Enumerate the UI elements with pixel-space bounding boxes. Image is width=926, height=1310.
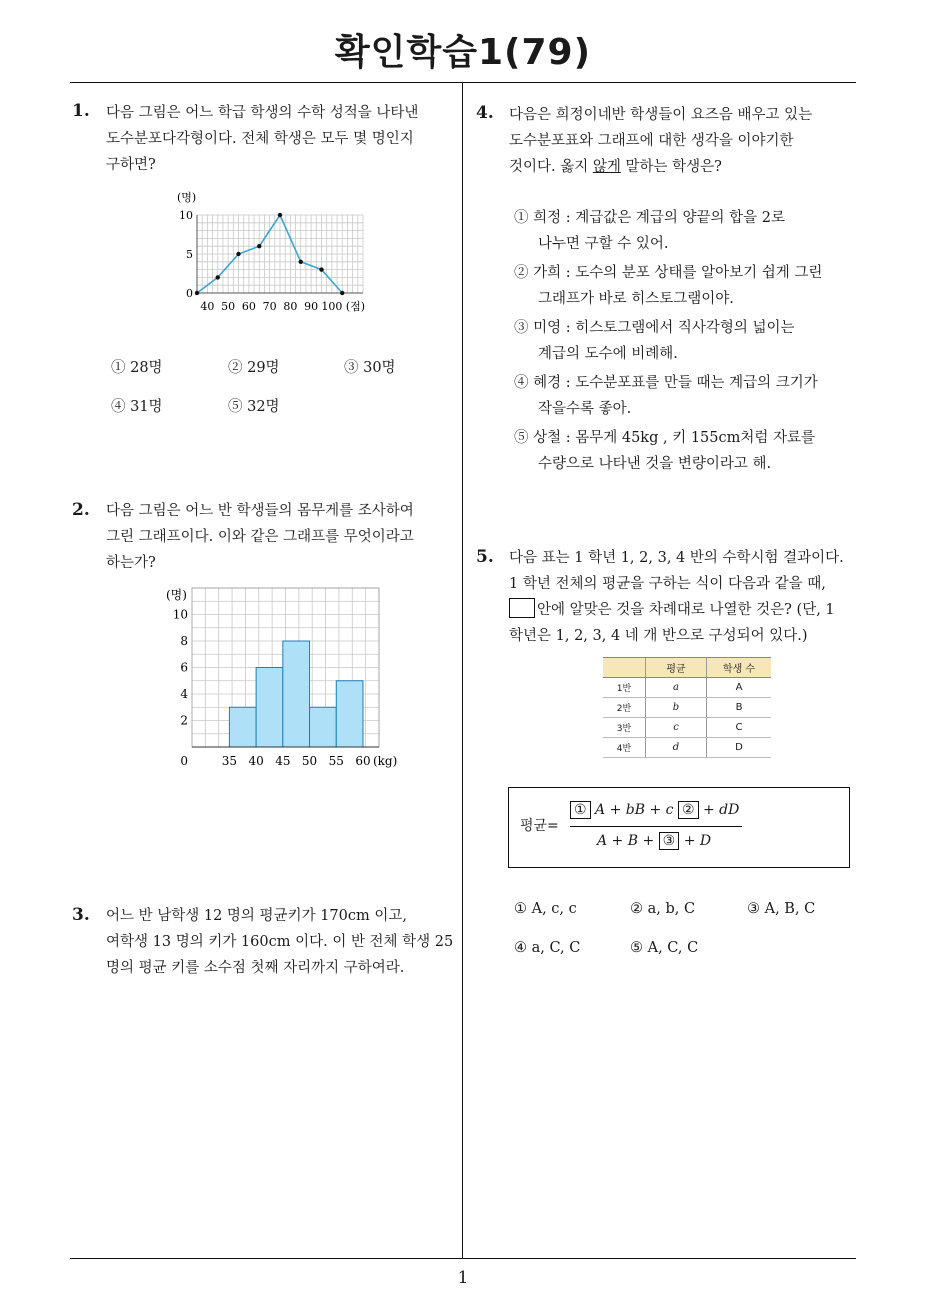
header-rule xyxy=(70,82,856,83)
y-tick-label: 10 xyxy=(179,209,193,222)
q5-number: 5. xyxy=(476,547,494,567)
q4-number: 4. xyxy=(476,103,494,123)
q2-line: 다음 그림은 어느 반 학생들의 몸무게를 조사하여 xyxy=(106,503,414,519)
q4-line3-pre: 것이다. 옳지 xyxy=(509,159,593,175)
formula-den-b: + D xyxy=(683,833,712,849)
x-tick-label: 50 xyxy=(221,300,236,313)
histogram-bar xyxy=(229,707,256,747)
q4-option-2-line2: 그래프가 바로 히스토그램이야. xyxy=(538,291,734,307)
q4-option-1-line1: ① 희정 : 계급값은 계급의 양끝의 합을 2로 xyxy=(514,210,785,226)
q3-line: 어느 반 남학생 12 명의 평균키가 170cm 이고, xyxy=(106,908,407,924)
histogram-bar xyxy=(336,681,363,747)
q4-line: 다음은 희정이네반 학생들이 요즈음 배우고 있는 xyxy=(509,107,813,123)
page-title: 확인학습1(79) xyxy=(334,32,592,73)
table-cell: D xyxy=(707,738,772,758)
y-tick-label: 4 xyxy=(180,687,188,701)
q4-option-4-line2: 작을수록 좋아. xyxy=(538,401,632,417)
table-cell: A xyxy=(707,678,772,698)
q3-line: 명의 평균 키를 소수점 첫째 자리까지 구하여라. xyxy=(106,960,405,976)
q5-option-1[interactable]: ① A, c, c xyxy=(514,901,577,917)
q4-option-5-line1: ⑤ 상철 : 몸무게 45kg , 키 155cm처럼 자료를 xyxy=(514,430,816,446)
table-cell: 2반 xyxy=(603,698,646,718)
x-axis-label: (kg) xyxy=(372,754,398,768)
data-point xyxy=(278,213,282,217)
y-tick-label: 0 xyxy=(186,287,193,300)
formula-numerator xyxy=(570,801,739,819)
x-tick-label: 60 xyxy=(241,300,256,313)
frequency-polygon-chart xyxy=(170,188,400,313)
data-point xyxy=(319,267,323,271)
table-header xyxy=(603,658,646,678)
data-point xyxy=(216,275,220,279)
x-tick-label: 50 xyxy=(301,754,318,768)
q2-number: 2. xyxy=(72,500,90,520)
q5-line: 다음 표는 1 학년 1, 2, 3, 4 반의 수학시험 결과이다. xyxy=(509,550,844,566)
q4-option-2[interactable] xyxy=(514,260,822,312)
q3-text xyxy=(106,903,453,981)
x-axis-label: (점) xyxy=(345,300,366,313)
q2-text xyxy=(106,498,414,576)
formula-blank-1: ① xyxy=(570,801,591,819)
table-cell: 3반 xyxy=(603,718,646,738)
q5-option-3[interactable]: ③ A, B, C xyxy=(747,901,816,917)
y-tick-label: 8 xyxy=(180,634,188,648)
data-point xyxy=(299,260,303,264)
table-row xyxy=(603,718,771,738)
q4-line3-post: 말하는 학생은? xyxy=(620,159,722,175)
q4-option-3-line1: ③ 미영 : 히스토그램에서 직사각형의 넓이는 xyxy=(514,320,795,336)
table-cell: C xyxy=(707,718,772,738)
formula-box xyxy=(508,787,850,868)
histogram-bar xyxy=(283,641,310,747)
table-header: 평균 xyxy=(646,658,707,678)
q4-option-4-line1: ④ 혜경 : 도수분포표를 만들 때는 계급의 크기가 xyxy=(514,375,818,391)
table-cell: d xyxy=(646,738,707,758)
fraction-bar xyxy=(570,826,742,827)
page-number: 1 xyxy=(457,1268,469,1288)
q4-option-1[interactable] xyxy=(514,205,785,257)
q5-line: 1 학년 전체의 평균을 구하는 식이 다음과 같을 때, xyxy=(509,576,826,592)
formula-blank-3: ③ xyxy=(659,832,680,850)
table-cell: c xyxy=(646,718,707,738)
x-tick-label: 40 xyxy=(200,300,215,313)
formula-den-a: A + B + xyxy=(597,833,655,849)
formula-blank-2: ② xyxy=(678,801,699,819)
histogram-bar xyxy=(310,707,337,747)
y-axis-label: (명) xyxy=(166,588,187,602)
q1-line: 도수분포다각형이다. 전체 학생은 모두 몇 명인지 xyxy=(106,131,414,147)
x-tick-label: 100 xyxy=(321,300,343,313)
q4-option-1-line2: 나누면 구할 수 있어. xyxy=(538,236,669,252)
y-tick-label: 0 xyxy=(180,754,188,768)
q3-line: 여학생 13 명의 키가 160cm 이다. 이 반 전체 학생 25 xyxy=(106,934,454,950)
q2-line: 하는가? xyxy=(106,555,156,571)
q5-line: 학년은 1, 2, 3, 4 네 개 반으로 구성되어 있다.) xyxy=(509,628,808,644)
x-tick-label: 60 xyxy=(355,754,371,768)
q4-option-4[interactable] xyxy=(514,370,818,422)
q4-option-5[interactable] xyxy=(514,425,815,477)
y-tick-label: 2 xyxy=(180,713,188,728)
q5-line3-text: 안에 알맞은 것을 차례대로 나열한 것은? (단, 1 xyxy=(537,602,835,618)
formula-denominator xyxy=(597,832,711,850)
q2-line: 그린 그래프이다. 이와 같은 그래프를 무엇이라고 xyxy=(106,529,414,545)
table-header: 학생 수 xyxy=(707,658,772,678)
q1-option-1[interactable]: ① 28명 xyxy=(111,360,163,376)
q4-line xyxy=(509,154,812,180)
x-tick-label: 35 xyxy=(221,754,238,768)
formula-num-a: A + bB + c xyxy=(595,802,674,818)
q4-negation-underlined: 않게 xyxy=(592,159,621,175)
data-point xyxy=(257,244,261,248)
q5-line xyxy=(509,597,844,623)
q5-option-4[interactable]: ④ a, C, C xyxy=(514,940,581,956)
table-cell: a xyxy=(646,678,707,698)
x-tick-label: 90 xyxy=(304,300,319,313)
formula-num-b: + dD xyxy=(702,802,740,818)
table-row xyxy=(603,738,771,758)
q5-text xyxy=(509,545,844,649)
results-table xyxy=(603,657,771,758)
table-row xyxy=(603,678,771,698)
footer-rule xyxy=(70,1258,856,1259)
table-cell: 1반 xyxy=(603,678,646,698)
data-point xyxy=(340,291,344,295)
q1-option-2[interactable]: ② 29명 xyxy=(228,360,280,376)
histogram-bar xyxy=(256,668,283,748)
x-tick-label: 55 xyxy=(328,754,344,768)
x-tick-label: 70 xyxy=(262,300,277,313)
q1-line: 구하면? xyxy=(106,157,156,173)
y-tick-label: 10 xyxy=(172,607,188,622)
y-tick-label: 5 xyxy=(186,248,193,261)
q4-option-2-line1: ② 가희 : 도수의 분포 상태를 알아보기 쉽게 그린 xyxy=(514,265,823,281)
blank-box-icon xyxy=(509,598,535,618)
y-axis-label: (명) xyxy=(177,191,197,204)
histogram-chart xyxy=(160,584,405,774)
q4-option-3[interactable] xyxy=(514,315,795,367)
q1-number: 1. xyxy=(72,101,90,121)
column-divider xyxy=(462,83,463,1259)
x-tick-label: 40 xyxy=(248,754,264,768)
table-cell: b xyxy=(646,698,707,718)
q4-option-5-line2: 수량으로 나타낸 것을 변량이라고 해. xyxy=(538,456,772,472)
q4-text xyxy=(509,102,812,180)
formula-label: 평균= xyxy=(520,818,559,834)
table-header-row xyxy=(603,658,771,678)
q1-line: 다음 그림은 어느 학급 학생의 수학 성적을 나타낸 xyxy=(106,105,419,121)
data-point xyxy=(195,291,199,295)
q4-line: 도수분포표와 그래프에 대한 생각을 이야기한 xyxy=(509,133,794,149)
data-point xyxy=(236,252,240,256)
q1-option-4[interactable]: ④ 31명 xyxy=(111,399,163,415)
x-tick-label: 80 xyxy=(283,300,298,313)
q5-option-5[interactable]: ⑤ A, C, C xyxy=(630,940,699,956)
q3-number: 3. xyxy=(72,905,90,925)
q5-option-2[interactable]: ② a, b, C xyxy=(630,901,696,917)
table-cell: B xyxy=(707,698,772,718)
q1-text xyxy=(106,100,418,178)
table-cell: 4반 xyxy=(603,738,646,758)
q4-option-3-line2: 계급의 도수에 비례해. xyxy=(538,346,678,362)
y-tick-label: 6 xyxy=(180,660,188,675)
q1-option-5[interactable]: ⑤ 32명 xyxy=(228,399,280,415)
table-row xyxy=(603,698,771,718)
x-tick-label: 45 xyxy=(275,754,291,768)
q1-option-3[interactable]: ③ 30명 xyxy=(344,360,396,376)
